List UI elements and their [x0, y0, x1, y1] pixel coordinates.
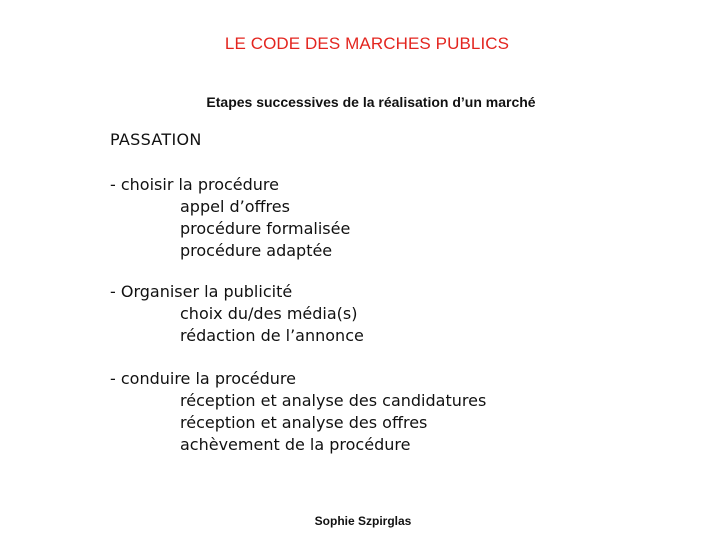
step-conduct-procedure [110, 368, 486, 456]
substep-item: réception et analyse des offres [180, 413, 428, 432]
step-choose-procedure [110, 174, 350, 262]
step-label: - choisir la procédure [110, 175, 279, 194]
substep-item: choix du/des média(s) [180, 304, 358, 323]
substep-item: procédure adaptée [180, 241, 333, 260]
substep-item: procédure formalisée [180, 219, 351, 238]
section-heading: PASSATION [110, 130, 202, 149]
substep-item: rédaction de l’annonce [180, 326, 364, 345]
footer-author: Sophie Szpirglas [314, 514, 412, 528]
substep-item: achèvement de la procédure [180, 435, 411, 454]
step-label: - conduire la procédure [110, 369, 296, 388]
substep-item: appel d’offres [180, 197, 290, 216]
slide-title: LE CODE DES MARCHES PUBLICS [224, 34, 510, 53]
step-organize-publicity [110, 281, 364, 347]
slide-subtitle: Etapes successives de la réalisation d’un marché [206, 94, 536, 110]
step-label: - Organiser la publicité [110, 282, 293, 301]
substep-item: réception et analyse des candidatures [180, 391, 487, 410]
